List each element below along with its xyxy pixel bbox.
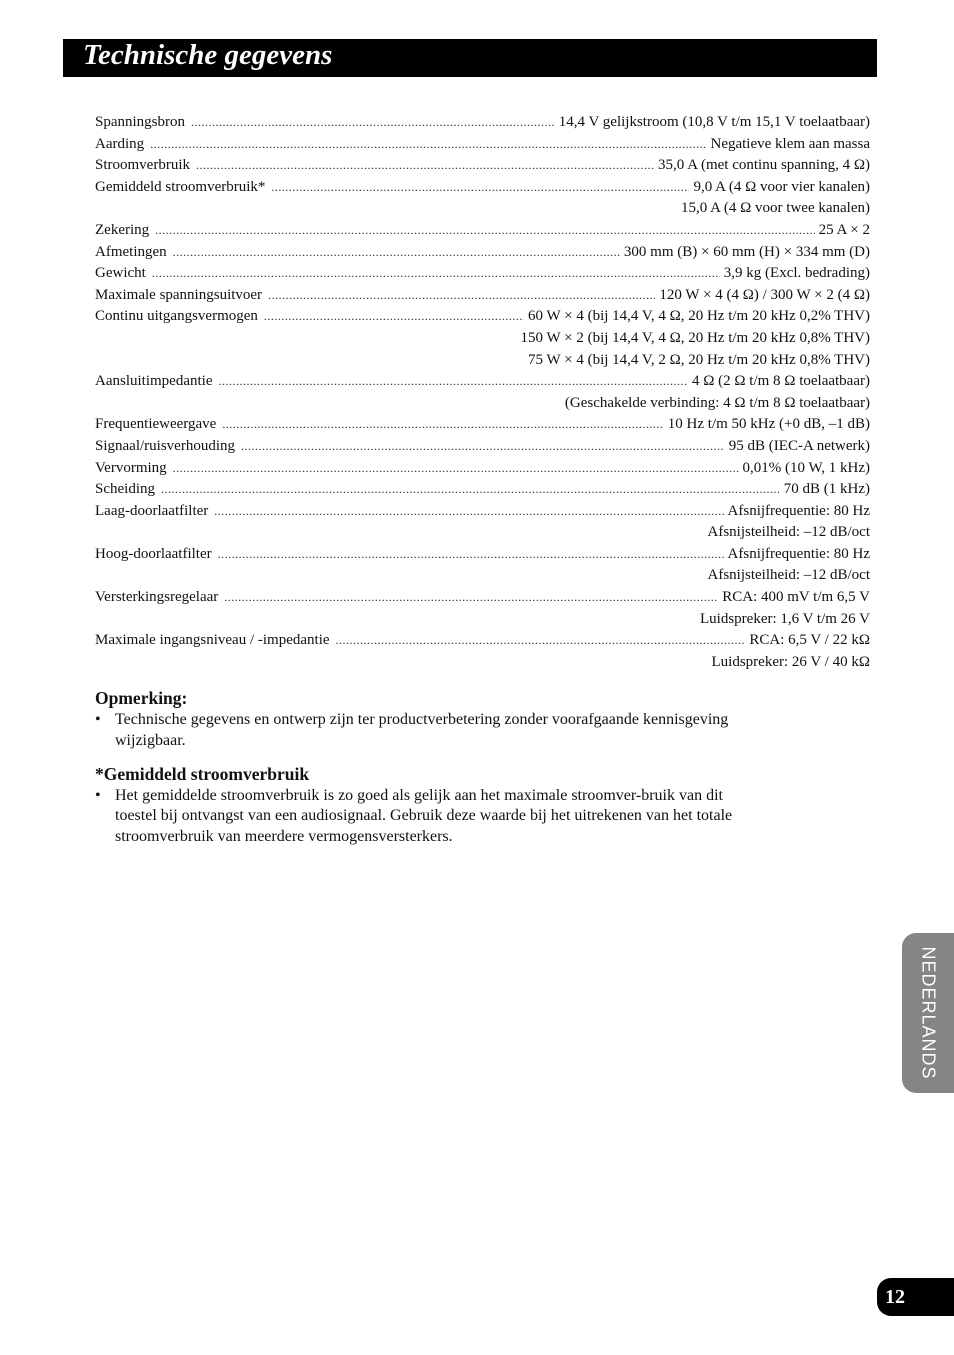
spec-value: 0,01% (10 W, 1 kHz) [742, 459, 870, 476]
spec-label: Vervorming [95, 459, 167, 476]
spec-label: Gewicht [95, 265, 146, 282]
dot-leader [271, 177, 689, 199]
spec-value: 9,0 A (4 Ω voor vier kanalen) [693, 178, 870, 195]
spec-row-scheiding [95, 479, 870, 501]
dot-leader [191, 112, 555, 134]
dot-leader [152, 263, 720, 285]
spec-label: Signaal/ruisverhouding [95, 437, 235, 454]
spec-value: RCA: 6,5 V / 22 kΩ [749, 632, 870, 649]
spec-row-stroomverbruik [95, 155, 870, 177]
dot-leader [224, 587, 718, 609]
spec-label: Aarding [95, 135, 145, 152]
spec-value: 10 Hz t/m 50 kHz (+0 dB, –1 dB) [667, 416, 870, 433]
spec-label: Maximale spanningsuitvoer [95, 286, 263, 303]
spec-label: Gemiddeld stroomverbruik* [95, 178, 266, 195]
page-number-tab [877, 1278, 954, 1316]
spec-label: Stroomverbruik [95, 157, 190, 174]
spec-row-continuation [95, 565, 870, 587]
avg-consumption-bullet [95, 786, 735, 848]
avg-consumption-heading: *Gemiddeld stroomverbruik [95, 763, 310, 784]
dot-leader [218, 371, 688, 393]
spec-value: Luidspreker: 1,6 V t/m 26 V [700, 610, 870, 627]
spec-value: 120 W × 4 (4 Ω) / 300 W × 2 (4 Ω) [659, 286, 870, 303]
spec-label: Laag-doorlaatfilter [95, 502, 209, 519]
spec-row-afmetingen [95, 242, 870, 264]
dot-leader [173, 458, 739, 480]
spec-value: Negatieve klem aan massa [710, 135, 870, 152]
dot-leader [241, 436, 725, 458]
spec-value: 300 mm (B) × 60 mm (H) × 334 mm (D) [623, 243, 870, 260]
spec-row-continuation [95, 350, 870, 372]
spec-row-zekering [95, 220, 870, 242]
spec-row-continuation [95, 393, 870, 415]
spec-label: Continu uitgangsvermogen [95, 308, 258, 325]
dot-leader [264, 306, 524, 328]
language-tab-label: NEDERLANDS [918, 946, 939, 1080]
spec-value: 95 dB (IEC-A netwerk) [728, 437, 870, 454]
dot-leader [150, 134, 706, 156]
spec-value: Afsnijfrequentie: 80 Hz [727, 502, 870, 519]
dot-leader [161, 479, 780, 501]
spec-row-continuation [95, 609, 870, 631]
spec-value: (Geschakelde verbinding: 4 Ω t/m 8 Ω toelaatbaar) [564, 394, 870, 411]
spec-value: 25 A × 2 [818, 221, 870, 238]
spec-label: Hoog-doorlaatfilter [95, 545, 212, 562]
spec-label: Spanningsbron [95, 114, 185, 130]
spec-row-continuation [95, 328, 870, 350]
notes-section [95, 686, 735, 848]
page-number: 12 [885, 1286, 905, 1308]
spec-row-vervorming [95, 458, 870, 480]
spec-value: 70 dB (1 kHz) [783, 481, 870, 498]
avg-consumption-text: Het gemiddelde stroomverbruik is zo goed als gelijk aan het maximale stroomver-bruik van dit toestel bij ontvangst van een audiosignaal. Gebruik deze waarde bij het uitrekenen van het totale stroomverbruik van meerdere vermogensversterkers. [115, 786, 733, 846]
spec-row-gewicht [95, 263, 870, 285]
spec-value: Luidspreker: 26 V / 40 kΩ [711, 653, 870, 670]
dot-leader [218, 544, 724, 566]
spec-label: Maximale ingangsniveau / -impedantie [95, 632, 330, 649]
spec-value: Afsnijsteilheid: –12 dB/oct [707, 567, 870, 584]
spec-label: Aansluitimpedantie [95, 373, 213, 390]
spec-row-continu-uitgangsvermogen [95, 306, 870, 328]
dot-leader [222, 414, 663, 436]
spec-row-gemiddeld-stroomverbruik [95, 177, 870, 199]
spec-row-hoog-doorlaatfilter [95, 544, 870, 566]
spec-value: 75 W × 4 (bij 14,4 V, 2 Ω, 20 Hz t/m 20 kHz 0,8% THV) [528, 351, 870, 368]
spec-value: 150 W × 2 (bij 14,4 V, 4 Ω, 20 Hz t/m 20 kHz 0,8% THV) [520, 329, 870, 346]
bullet-icon: • [95, 711, 101, 728]
spec-table [95, 112, 870, 673]
title-bar [63, 39, 877, 77]
spec-row-continuation [95, 198, 870, 220]
dot-leader [196, 155, 654, 177]
dot-leader [336, 630, 746, 652]
spec-value: 60 W × 4 (bij 14,4 V, 4 Ω, 20 Hz t/m 20 kHz 0,2% THV) [528, 308, 870, 325]
bullet-icon: • [95, 786, 101, 804]
spec-row-aarding [95, 134, 870, 156]
language-tab [902, 933, 954, 1093]
page-title: Technische gegevens [83, 39, 333, 71]
spec-row-frequentieweergave [95, 414, 870, 436]
spec-value: 14,4 V gelijkstroom (10,8 V t/m 15,1 V toelaatbaar) [558, 114, 870, 130]
spec-label: Afmetingen [95, 243, 167, 260]
dot-leader [268, 285, 655, 307]
spec-label: Zekering [95, 221, 150, 238]
spec-value: Afsnijsteilheid: –12 dB/oct [707, 524, 870, 541]
spec-value: 15,0 A (4 Ω voor twee kanalen) [680, 200, 870, 217]
spec-value: 35,0 A (met continu spanning, 4 Ω) [658, 157, 870, 174]
spec-label: Scheiding [95, 481, 155, 498]
spec-row-spanningsbron [95, 112, 870, 134]
spec-label: Frequentieweergave [95, 416, 217, 433]
spec-row-aansluitimpedantie [95, 371, 870, 393]
spec-value: 3,9 kg (Excl. bedrading) [723, 265, 870, 282]
spec-row-laag-doorlaatfilter [95, 501, 870, 523]
spec-row-maximale-ingangsniveau [95, 630, 870, 652]
dot-leader [155, 220, 814, 242]
dot-leader [214, 501, 723, 523]
remark-text: Technische gegevens en ontwerp zijn ter productverbetering zonder voorafgaande kennisgeving wijzigbaar. [115, 711, 729, 749]
spec-value: Afsnijfrequentie: 80 Hz [727, 545, 870, 562]
spec-value: RCA: 400 mV t/m 6,5 V [722, 589, 870, 606]
remark-heading: Opmerking: [95, 688, 188, 708]
spec-row-continuation [95, 652, 870, 674]
dot-leader [173, 242, 620, 264]
spec-row-signaal-ruisverhouding [95, 436, 870, 458]
spec-label: Versterkingsregelaar [95, 589, 219, 606]
spec-row-continuation [95, 522, 870, 544]
spec-row-maximale-spanningsuitvoer [95, 285, 870, 307]
spec-row-versterkingsregelaar [95, 587, 870, 609]
spec-value: 4 Ω (2 Ω t/m 8 Ω toelaatbaar) [692, 373, 870, 390]
remark-bullet [95, 710, 735, 752]
